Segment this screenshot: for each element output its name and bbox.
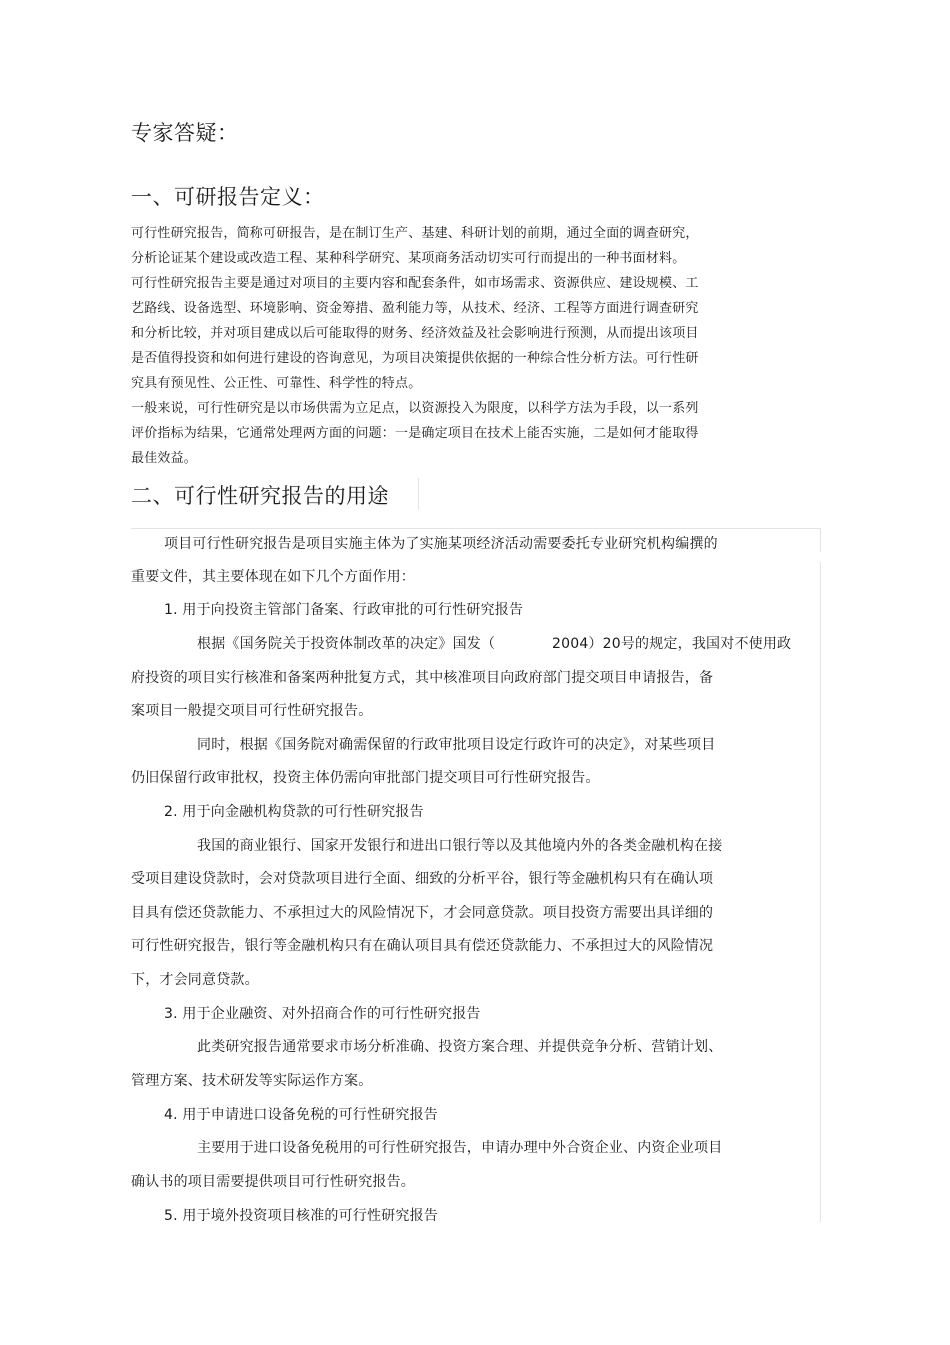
section1-title: 一、可研报告定义： bbox=[131, 185, 325, 209]
item1-line: 案项目一般提交项目可行性研究报告。 bbox=[131, 703, 373, 719]
item2-line: 可行性研究报告，银行等金融机构只有在确认项目具有偿还贷款能力、不承担过大的风险情况 bbox=[131, 938, 714, 954]
item2-title: 2. 用于向金融机构贷款的可行性研究报告 bbox=[164, 804, 424, 820]
item1-line: 2004）20号的规定，我国对不使用政 bbox=[552, 636, 792, 652]
page-title: 专家答疑： bbox=[131, 121, 239, 145]
frame-line bbox=[131, 528, 820, 529]
section1-line: 一般来说，可行性研究是以市场供需为立足点，以资源投入为限度，以科学方法为手段，以一系列 bbox=[131, 401, 699, 416]
item4-line: 主要用于进口设备免税用的可行性研究报告，申请办理中外合资企业、内资企业项目 bbox=[197, 1140, 723, 1156]
frame-line bbox=[820, 562, 821, 1222]
item3-title: 3. 用于企业融资、对外招商合作的可行性研究报告 bbox=[164, 1006, 481, 1022]
section1-line: 究具有预见性、公正性、可靠性、科学性的特点。 bbox=[131, 376, 422, 391]
item1-line: 根据《国务院关于投资体制改革的决定》国发（ bbox=[197, 636, 496, 652]
section1-line: 可行性研究报告，简称可研报告，是在制订生产、基建、科研计划的前期，通过全面的调查研究， bbox=[131, 226, 699, 241]
section2-intro-line: 项目可行性研究报告是项目实施主体为了实施某项经济活动需要委托专业研究机构编撰的 bbox=[164, 536, 718, 552]
section1-line: 评价指标为结果，它通常处理两方面的问题：一是确定项目在技术上能否实施，二是如何才能取得 bbox=[131, 426, 699, 441]
item1-line: 仍旧保留行政审批权，投资主体仍需向审批部门提交项目可行性研究报告。 bbox=[131, 770, 600, 786]
section1-line: 艺路线、设备选型、环境影响、资金筹措、盈利能力等，从技术、经济、工程等方面进行调查研究 bbox=[131, 301, 699, 316]
item2-line: 受项目建设贷款时，会对贷款项目进行全面、细致的分析平谷，银行等金融机构只有在确认项 bbox=[131, 871, 714, 887]
section1-line: 是否值得投资和如何进行建设的咨询意见，为项目决策提供依据的一种综合性分析方法。可行性研 bbox=[131, 351, 699, 366]
item3-line: 此类研究报告通常要求市场分析准确、投资方案合理、并提供竞争分析、营销计划、 bbox=[197, 1039, 723, 1055]
item2-line: 我国的商业银行、国家开发银行和进出口银行等以及其他境内外的各类金融机构在接 bbox=[197, 838, 723, 854]
item5-title: 5. 用于境外投资项目核准的可行性研究报告 bbox=[164, 1208, 439, 1224]
item4-line: 确认书的项目需要提供项目可行性研究报告。 bbox=[131, 1174, 415, 1190]
item1-line: 府投资的项目实行核准和备案两种批复方式，其中核准项目向政府部门提交项目申请报告，备 bbox=[131, 670, 714, 686]
section1-line: 可行性研究报告主要是通过对项目的主要内容和配套条件，如市场需求、资源供应、建设规模、工 bbox=[131, 276, 699, 291]
frame-line bbox=[820, 528, 821, 552]
section2-intro-line: 重要文件，其主要体现在如下几个方面作用： bbox=[131, 569, 415, 585]
item2-line: 下，才会同意贷款。 bbox=[131, 972, 259, 988]
section1-line: 分析论证某个建设或改造工程、某种科学研究、某项商务活动切实可行而提出的一种书面材料。 bbox=[131, 251, 686, 266]
item1-line: 同时，根据《国务院对确需保留的行政审批项目设定行政许可的决定》，对某些项目 bbox=[197, 737, 716, 753]
item4-title: 4. 用于申请进口设备免税的可行性研究报告 bbox=[164, 1107, 439, 1123]
section1-line: 和分析比较，并对项目建成以后可能取得的财务、经济效益及社会影响进行预测，从而提出该项目 bbox=[131, 326, 699, 341]
item3-line: 管理方案、技术研发等实际运作方案。 bbox=[131, 1073, 373, 1089]
section2-title: 二、可行性研究报告的用途 bbox=[131, 484, 389, 508]
frame-line bbox=[418, 478, 419, 510]
section1-line: 最佳效益。 bbox=[131, 451, 198, 466]
item1-title: 1. 用于向投资主管部门备案、行政审批的可行性研究报告 bbox=[164, 602, 524, 618]
item2-line: 目具有偿还贷款能力、不承担过大的风险情况下，才会同意贷款。项目投资方需要出具详细的 bbox=[131, 905, 714, 921]
